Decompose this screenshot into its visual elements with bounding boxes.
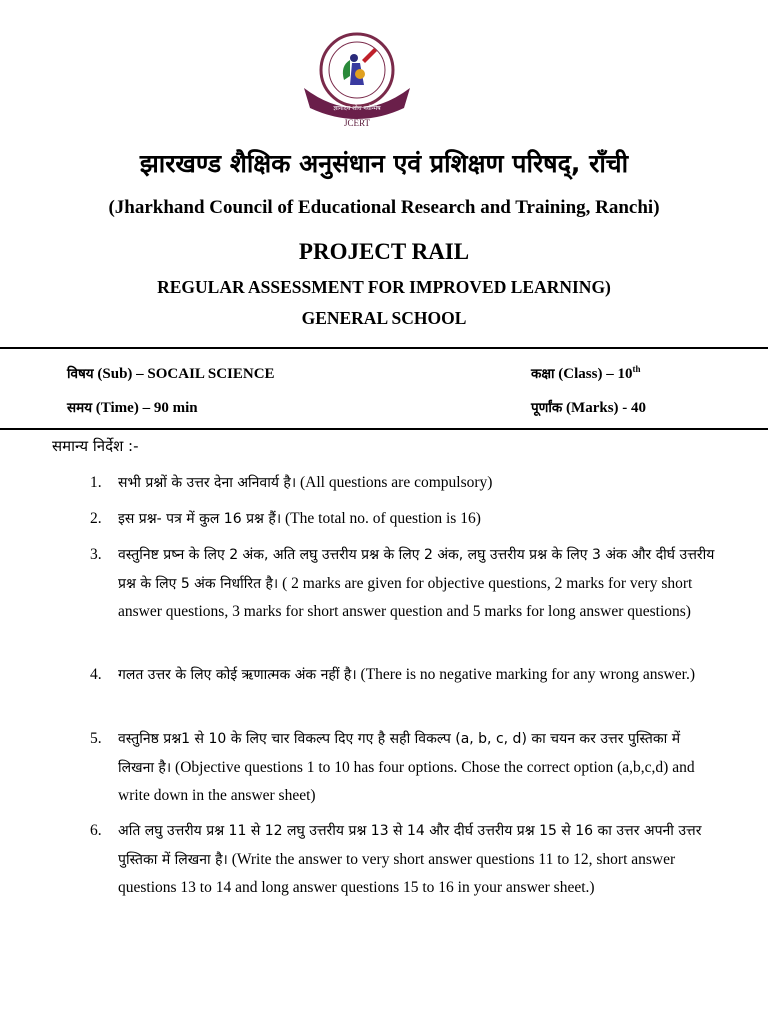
marks-label-hindi: पूर्णांक [531,400,563,416]
class-label-hindi: कक्षा [531,366,555,382]
class-suffix: th [632,364,641,374]
instruction-number: 3. [90,546,102,563]
instruction-english: (The total no. of question is 16) [281,510,481,527]
school-type: GENERAL SCHOOL [301,308,467,328]
instruction-text [118,725,718,810]
instruction-hindi: इस प्रश्न- पत्र में कुल 16 प्रश्न हैं। [118,511,282,527]
instruction-hindi: वस्तुनिष्ठ प्रश्न1 से 10 के लिए चार विकल्प दिए गए है सही विकल्प (a, b, c, d) का चयन कर उत्तर पुस्तिका में लिखना है। [118,731,681,776]
instruction-text [118,541,718,626]
instruction-hindi: वस्तुनिष्ट प्रष्न के लिए 2 अंक, अति लघु उत्तरीय प्रश्न के लिए 2 अंक, लघु उत्तरीय प्रश्न के लिए 3 अंक और दीर्घ उत्तरीय प्रश्न के लिए 5 अंक निर्धारित है। [118,547,715,592]
instruction-number: 6. [90,822,102,839]
jcert-logo [302,30,412,130]
instruction-english: (All questions are compulsory) [296,474,493,491]
project-title: PROJECT RAIL [298,239,470,264]
logo-abbr: JCERT [344,118,370,128]
top-divider [0,347,768,349]
org-name-english: (Jharkhand Council of Educational Research and Training, Ranchi) [108,197,660,218]
instruction-text [118,661,718,690]
marks-value: (Marks) - 40 [566,400,647,416]
time-label-hindi: समय [67,400,93,416]
class-value: (Class) – 10 [558,366,633,382]
instruction-number: 4. [90,666,102,683]
assessment-subtitle: REGULAR ASSESSMENT FOR IMPROVED LEARNING) [157,277,611,297]
instructions-heading: समान्य निर्देश :- [52,437,139,455]
time-value: (Time) – 90 min [95,400,198,416]
instruction-english: ( 2 marks are given for objective questions, 2 marks for very short answer questions, 3 marks for short answer question and 5 marks for long answer questions) [118,574,693,620]
instruction-number: 2. [90,510,102,527]
instruction-number: 1. [90,474,102,491]
bottom-divider [0,428,768,430]
marks-field [531,398,646,417]
instruction-text [118,817,718,902]
instruction-english: (There is no negative marking for any wrong answer.) [356,666,695,683]
org-name-hindi: झारखण्ड शैक्षिक अनुसंधान एवं प्रशिक्षण परिषद्, राँची [139,149,629,178]
instruction-number: 5. [90,730,102,747]
class-field [531,364,640,383]
instruction-hindi: सभी प्रश्नों के उत्तर देना अनिवार्य है। [118,475,297,491]
instruction-english: (Write the answer to very short answer questions 11 to 12, short answer questions 13 to 14 and long answer questions 15 to 16 in your answer sheet.) [118,850,676,896]
time-field [67,398,198,417]
subject-label-hindi: विषय [67,366,94,382]
instruction-english: (Objective questions 1 to 10 has four options. Chose the correct option (a,b,c,d) and write down in the answer sheet) [118,758,695,804]
instruction-hindi: अति लघु उत्तरीय प्रश्न 11 से 12 लघु उत्तरीय प्रश्न 13 से 14 और दीर्घ उत्तरीय प्रश्न 15 से 16 का उत्तर अपनी उत्तर पुस्तिका में लिखना है। [118,823,702,868]
logo-ribbon-text: ज्ञानोदय शोध नवोन्मेष [333,105,381,112]
subject-field [67,364,275,383]
instruction-text [118,469,718,498]
instruction-hindi: गलत उत्तर के लिए कोई ऋणात्मक अंक नहीं है। [118,667,357,683]
subject-value: (Sub) – SOCAIL SCIENCE [97,366,275,382]
instruction-text [118,505,718,534]
